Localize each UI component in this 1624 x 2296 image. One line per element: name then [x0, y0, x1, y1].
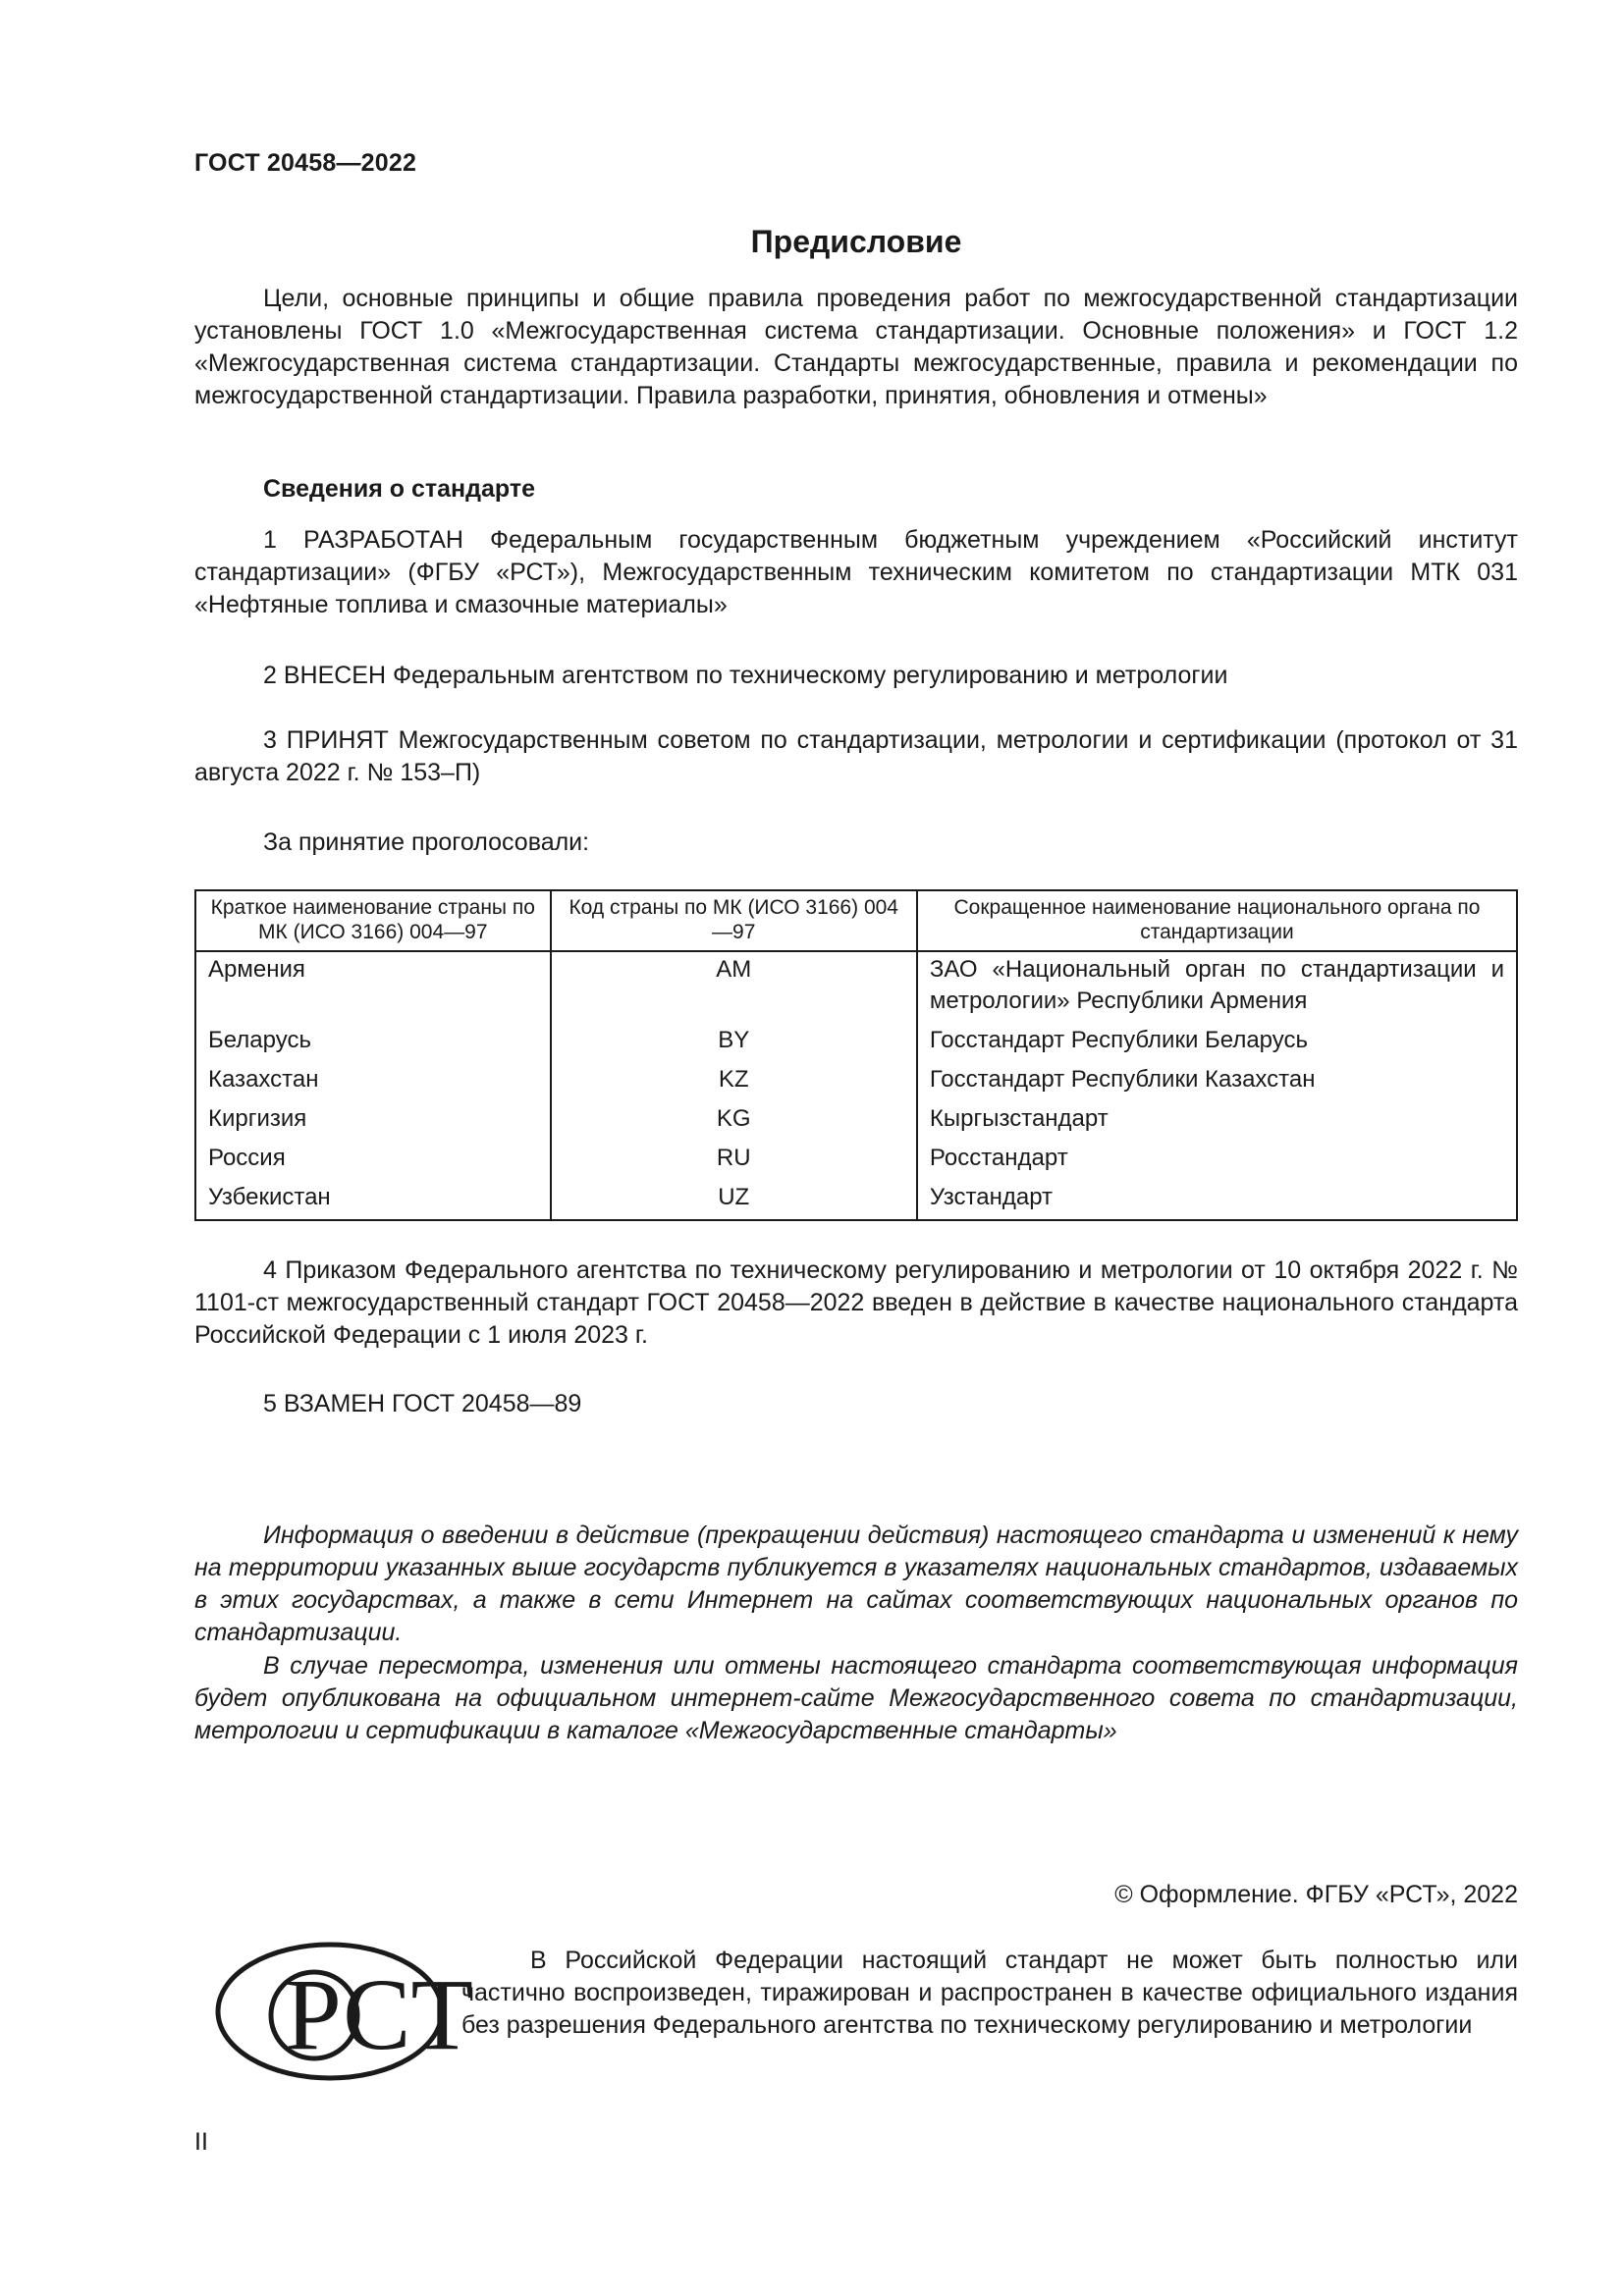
national-organization: Узстандарт — [917, 1180, 1517, 1220]
country-name: Казахстан — [195, 1062, 551, 1101]
national-organization: ЗАО «Национальный орган по стандартизации и метрологии» Республики Армения — [917, 951, 1517, 1023]
table-row — [195, 951, 1517, 1023]
national-organization: Госстандарт Республики Беларусь — [917, 1023, 1517, 1062]
table-row — [195, 1141, 1517, 1180]
country-code: KZ — [551, 1062, 917, 1101]
page-number: II — [194, 2128, 208, 2156]
logo-text: РСТ — [285, 1958, 474, 2071]
item-developed: 1 РАЗРАБОТАН Федеральным государственным бюджетным учреждением «Российский институт стандартизации» (ФГБУ «РСТ»), Межгосударственным техническим комитетом по стандартизации МТК 031 «Нефтяные топлива и смазочные материалы» — [194, 526, 1518, 618]
member-countries-table — [194, 889, 1518, 1221]
intro-paragraph: Цели, основные принципы и общие правила проведения работ по межгосударственной стандартизации установлены ГОСТ 1.0 «Межгосударственная система стандартизации. Основные положения» и ГОСТ 1.2 «Межгосударственная система стандартизации. Стандарты межгосударственные, правила и рекомендации по межгосударственной стандартизации. Правила разработки, принятия, обновления и отмены» — [194, 285, 1518, 409]
notice-paragraph-2: В случае пересмотра, изменения или отмены настоящего стандарта соответствующая информация будет опубликована на официальном интернет-сайте Межгосударственного совета по стандартизации, метрологии и сертификации в каталоге «Межгосударственные стандарты» — [194, 1652, 1518, 1744]
item-submitted: 2 ВНЕСЕН Федеральным агентством по техническому регулированию и метрологии — [263, 662, 1228, 689]
country-name: Киргизия — [195, 1101, 551, 1141]
country-name: Узбекистан — [195, 1180, 551, 1220]
country-name: Россия — [195, 1141, 551, 1180]
item-replaces: 5 ВЗАМЕН ГОСТ 20458—89 — [263, 1390, 582, 1417]
table-row — [195, 1062, 1517, 1101]
rights-text: В Российской Федерации настоящий стандарт не может быть полностью или частично воспроизведен, тиражирован и распространен в качестве официального издания без разрешения Федерального агентства по техническому регулированию и метрологии — [461, 1947, 1518, 2039]
country-code: KG — [551, 1101, 917, 1141]
rst-logo-icon — [212, 1939, 474, 2084]
copyright-notice: © Оформление. ФГБУ «РСТ», 2022 — [1114, 1881, 1518, 1908]
national-organization: Госстандарт Республики Казахстан — [917, 1062, 1517, 1101]
national-organization: Кыргызстандарт — [917, 1101, 1517, 1141]
column-header-code: Код страны по МК (ИСО 3166) 004—97 — [551, 890, 917, 951]
country-name: Беларусь — [195, 1023, 551, 1062]
country-code: RU — [551, 1141, 917, 1180]
info-heading: Сведения о стандарте — [263, 475, 536, 503]
rights-notice — [461, 1945, 1518, 2042]
table-row — [195, 1101, 1517, 1141]
item-adopted: 3 ПРИНЯТ Межгосударственным советом по стандартизации, метрологии и сертификации (протокол от 31 августа 2022 г. № 153–П) — [194, 726, 1518, 786]
table-row — [195, 1180, 1517, 1220]
table-header-row — [195, 890, 1517, 951]
page-title: Предисловие — [750, 224, 962, 259]
country-code: AM — [551, 951, 917, 1023]
national-organization: Росстандарт — [917, 1141, 1517, 1180]
document-page — [194, 0, 1518, 2296]
country-code: UZ — [551, 1180, 917, 1220]
column-header-organization: Сокращенное наименование национального органа по стандартизации — [917, 890, 1517, 951]
document-id: ГОСТ 20458—2022 — [194, 149, 417, 177]
notice-paragraph-1: Информация о введении в действие (прекращении действия) настоящего стандарта и изменений к нему на территории указанных выше государств публикуется в указателях национальных стандартов, издаваемых в этих государствах, а также в сети Интернет на сайтах соответствующих национальных органов по стандартизации. — [194, 1522, 1518, 1646]
item-enacted: 4 Приказом Федерального агентства по техническому регулированию и метрологии от 10 октября 2022 г. № 1101-ст межгосударственный стандарт ГОСТ 20458—2022 введен в действие в качестве национального стандарта Российской Федерации с 1 июля 2023 г. — [194, 1256, 1518, 1349]
country-code: BY — [551, 1023, 917, 1062]
table-row — [195, 1023, 1517, 1062]
country-name: Армения — [195, 951, 551, 1023]
column-header-country: Краткое наименование страны по МК (ИСО 3166) 004—97 — [195, 890, 551, 951]
voted-label: За принятие проголосовали: — [263, 828, 590, 856]
